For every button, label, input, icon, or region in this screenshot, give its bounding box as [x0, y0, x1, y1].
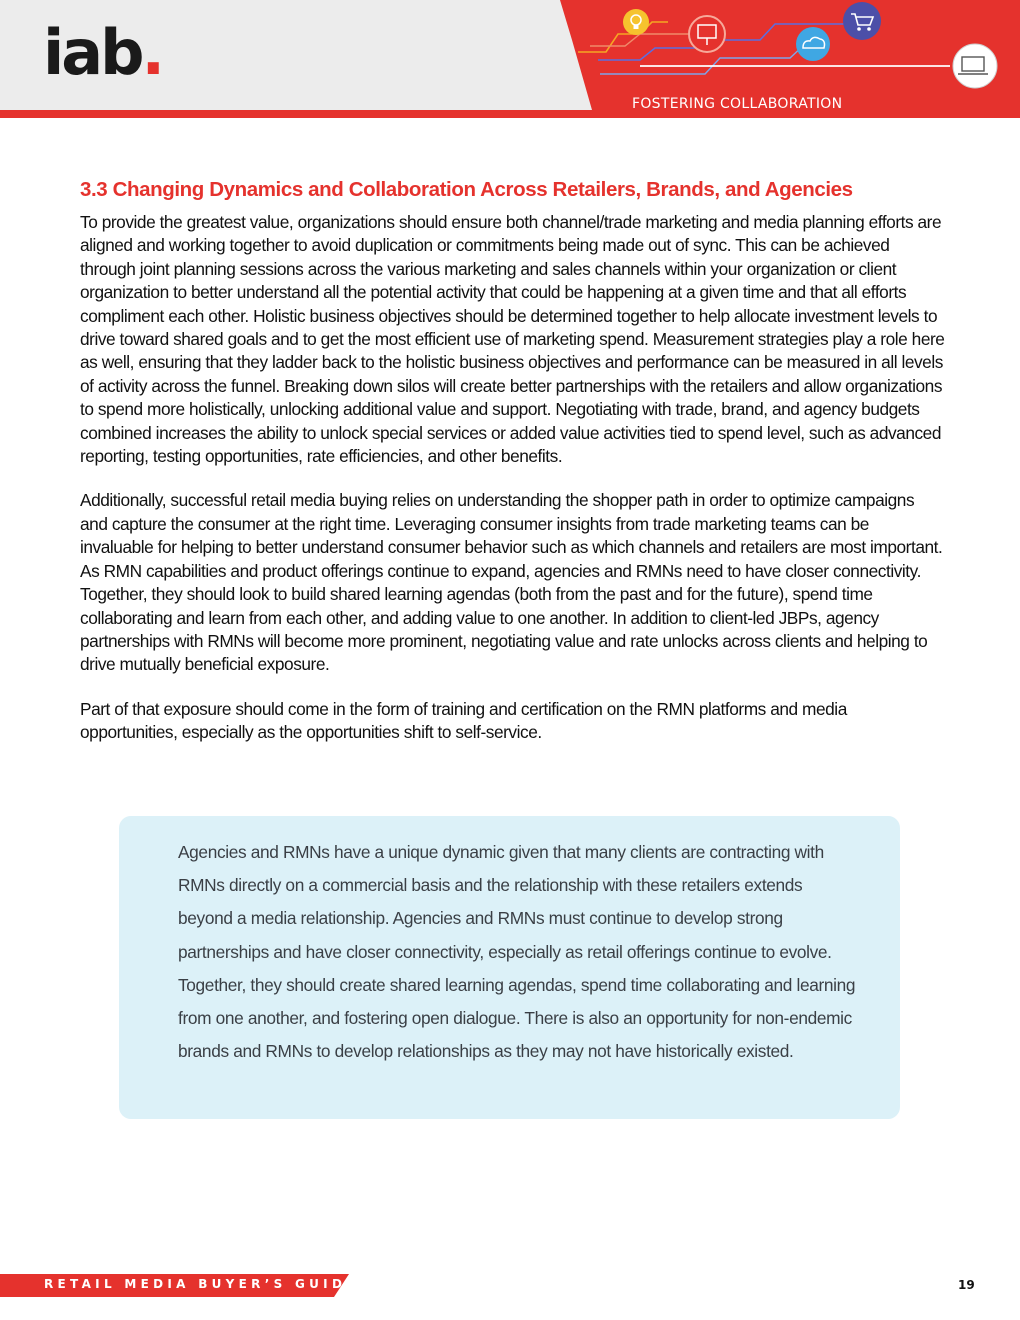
section-banner-label: FOSTERING COLLABORATION [632, 96, 843, 112]
cloud-icon [796, 27, 830, 61]
footer-guide-label: RETAIL MEDIA BUYER’S GUIDE [44, 1277, 359, 1291]
logo-dot: . [141, 16, 163, 89]
logo-text: iab [43, 16, 142, 89]
callout-box [119, 816, 900, 1119]
body-paragraph-1: To provide the greatest value, organizations should ensure both channel/trade marketing and media planning efforts are aligned and working together to avoid duplication or commitments being made out of sync. This can be achieved through joint planning sessions across the various marketing and sales channels within your organization or client organization to better understand all the potential activity that could be happening at a given time and that all efforts compliment each other. Holistic business objectives should be determined together to help allocate investment levels to drive toward shared goals and to get the most efficient use of marketing spend. Measurement strategies play a role here as well, ensuring that they ladder back to the holistic business objectives and performance can be measured in all levels of activity across the funnel. Breaking down silos will create better partnerships with the retailers and allow organizations to spend more holistically, unlocking additional value and support. Negotiating with trade, brand, and agency budgets combined increases the ability to unlock special services or added value activities tied to spend level, such as advanced reporting, testing opportunities, rate efficiencies, and other benefits. [80, 212, 945, 467]
callout-text: Agencies and RMNs have a unique dynamic given that many clients are contracting with RMNs directly on a commercial basis and the relationship with these retailers extends beyond a media relationship. Agencies and RMNs must continue to develop strong partnerships and have closer connectivity, especially as retail offerings continue to evolve. Together, they should create shared learning agendas, spend time collaborating and learning from one another, and fostering open dialogue. There is also an opportunity for non-endemic brands and RMNs to develop relationships as they may not have historically existed. [178, 842, 856, 1062]
page-header [0, 0, 1020, 118]
laptop-shopping-icon [953, 44, 997, 88]
body-paragraph-2: Additionally, successful retail media buying relies on understanding the shopper path in order to optimize campaigns and capture the consumer at the right time. Leveraging consumer insights from trade marketing teams can be invaluable for helping to better understand consumer behavior such as which channels and retailers are most important. As RMN capabilities and product offerings continue to expand, agencies and RMNs need to have closer connectivity. Together, they should look to build shared learning agendas (both from the past and for the future), spend time collaborating and learn from each other, and adding value to one another. In addition to client-led JBPs, agency partnerships with RMNs will become more prominent, negotiating value and rate unlocks across clients and helping to drive mutually beneficial exposure. [80, 490, 943, 675]
section-title: 3.3 Changing Dynamics and Collaboration Across Retailers, Brands, and Agencies [80, 178, 853, 201]
page-number: 19 [958, 1278, 975, 1292]
presentation-icon [689, 16, 725, 52]
lightbulb-icon [623, 9, 649, 35]
header-red-rule [0, 110, 620, 118]
body-paragraph-3: Part of that exposure should come in the form of training and certification on the RMN platforms and media opportunities, especially as the opportunities shift to self-service. [80, 698, 847, 743]
main-content [80, 178, 945, 766]
shopping-cart-icon [843, 2, 881, 40]
iab-logo [43, 16, 163, 89]
